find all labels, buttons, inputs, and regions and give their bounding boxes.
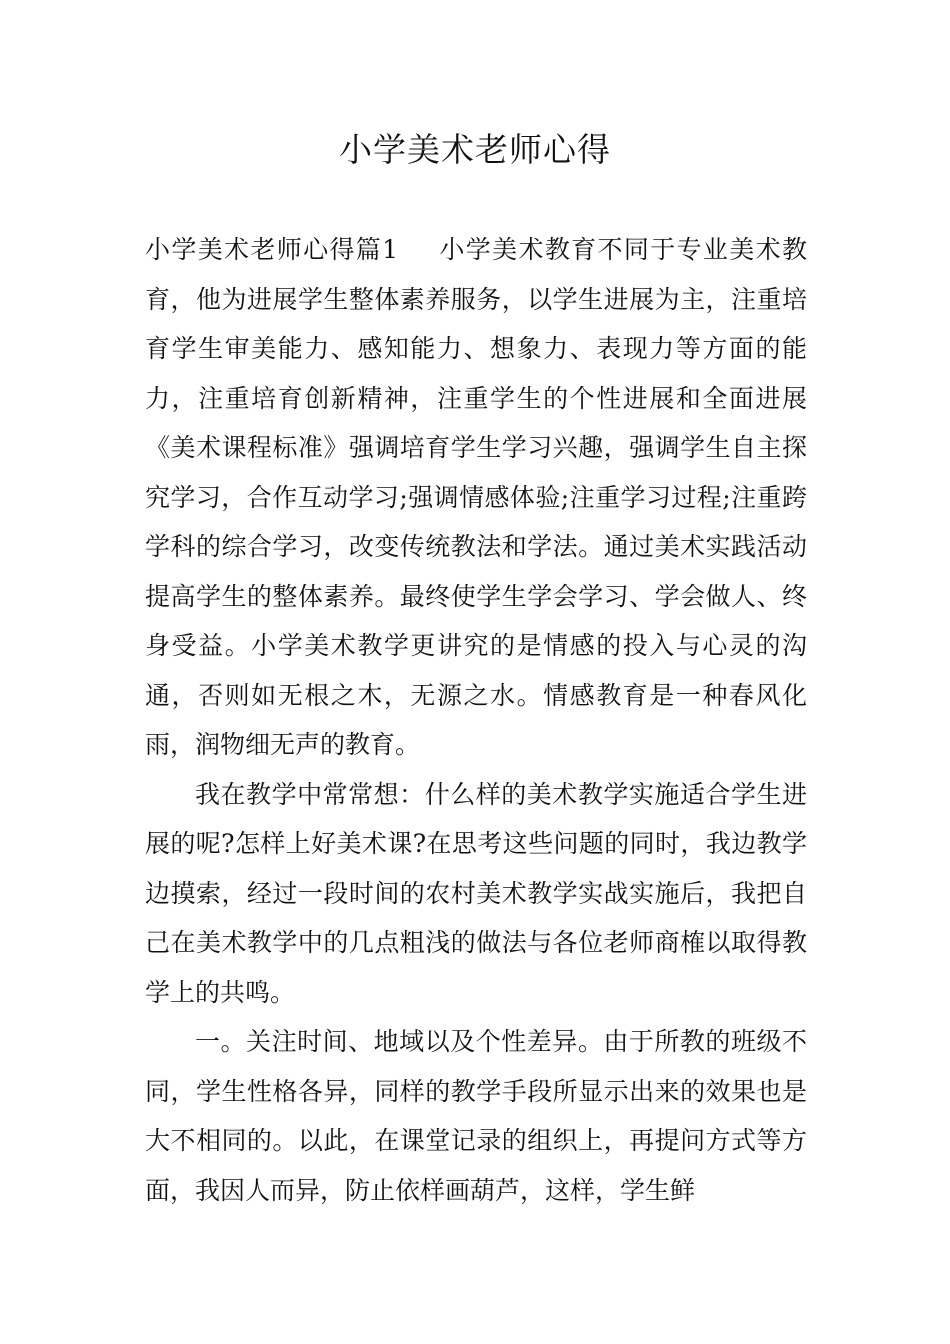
paragraph-1-text: 小学美术教育不同于专业美术教育，他为进展学生整体素养服务，以学生进展为主，注重培育学生审美能力、感知能力、想象力、表现力等方面的能力，注重培育创新精神，注重学生的个性进展和全面进展《美术课程标准》强调培育学生学习兴趣，强调学生自主探究学习，合作互动学习;强调情感体验;注重学习过程;注重跨学科的综合学习，改变传统教法和学法。通过美术实践活动提高学生的整体素养。最终使学生学会学习、学会做人、终身受益。小学美术教学更讲究的是情感的投入与心灵的沟通，否则如无根之木，无源之水。情感教育是一种春风化雨，润物细无声的教育。	[145, 235, 807, 759]
paragraph-1	[145, 225, 807, 770]
section-heading: 小学美术老师心得篇1	[145, 235, 399, 264]
document-title: 小学美术老师心得	[339, 130, 611, 169]
document-body	[145, 225, 807, 1215]
paragraph-2: 我在教学中常常想：什么样的美术教学实施适合学生进展的呢?怎样上好美术课?在思考这些问题的同时，我边教学边摸索，经过一段时间的农村美术教学实战实施后，我把自己在美术教学中的几点粗浅的做法与各位老师商榷以取得教学上的共鸣。	[145, 779, 807, 1007]
paragraph-3: 一。关注时间、地域以及个性差异。由于所教的班级不同，学生性格各异，同样的教学手段所显示出来的效果也是大不相同的。以此，在课堂记录的组织上，再提问方式等方面，我因人而异，防止依样画葫芦，这样，学生鲜	[145, 1027, 807, 1205]
